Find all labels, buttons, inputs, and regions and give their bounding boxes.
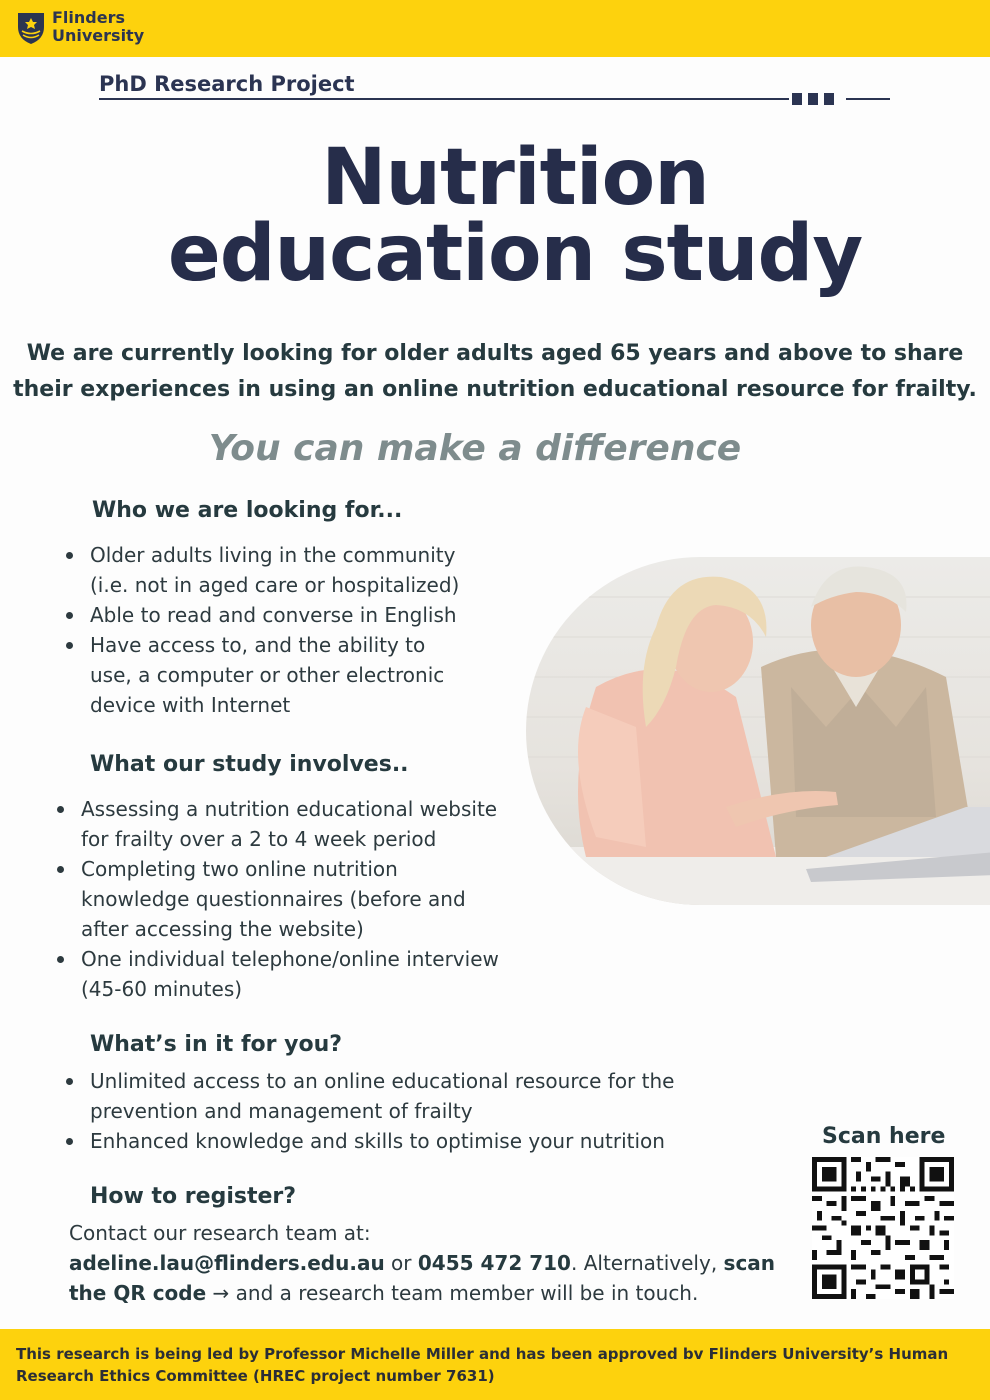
couple-laptop-photo <box>526 557 990 905</box>
footer-text <box>16 1343 976 1387</box>
divider-tail <box>846 98 890 100</box>
register-line1: Contact our research team at: <box>69 1221 371 1245</box>
intro-text <box>0 336 990 408</box>
benefits-list <box>66 1066 786 1156</box>
intro-line2: their experiences in using an online nutrition educational resource for frailty. <box>13 377 977 402</box>
phone-number[interactable]: 0455 472 710 <box>417 1251 571 1275</box>
tagline: You can make a difference <box>208 428 742 469</box>
register-heading: How to register? <box>90 1184 297 1209</box>
who-list <box>66 540 516 720</box>
qr-code[interactable] <box>812 1157 954 1299</box>
project-label: PhD Research Project <box>99 72 355 96</box>
logo-line2: University <box>52 26 145 45</box>
arrow-icon: → <box>206 1281 236 1305</box>
footer-line1: This research is being led by Professor Michelle Miller and has been approved bv Flinders University’s Human <box>16 1345 949 1363</box>
intro-line1: We are currently looking for older adults aged 65 years and above to share <box>26 341 964 366</box>
divider-dashes <box>792 93 840 105</box>
page-title <box>0 133 990 299</box>
list-item: Older adults living in the community (i.e. not in aged care or hospitalized) <box>66 540 516 600</box>
list-item: Unlimited access to an online educational resource for the prevention and management of frailty <box>66 1066 786 1126</box>
benefits-heading: What’s in it for you? <box>90 1032 343 1057</box>
shield-logo-icon <box>16 9 46 45</box>
list-item: One individual telephone/online interview (45-60 minutes) <box>57 944 537 1004</box>
logo-line1: Flinders <box>52 8 126 27</box>
list-item: Enhanced knowledge and skills to optimise your nutrition <box>66 1126 786 1156</box>
email-link[interactable]: adeline.lau@flinders.edu.au <box>69 1251 385 1275</box>
involves-list <box>57 794 537 1004</box>
title-line1: Nutrition <box>321 133 709 223</box>
title-line2: education study <box>167 209 863 299</box>
qr-label: Scan here <box>822 1124 946 1149</box>
list-item: Have access to, and the ability to use, a computer or other electronic device with Internet <box>66 630 516 720</box>
footer-line2: Research Ethics Committee (HREC project number 7631) <box>16 1367 495 1385</box>
register-line2: adeline.lau@flinders.edu.au or 0455 472 710. Alternatively, scan <box>69 1251 776 1275</box>
register-line3: the QR code → and a research team member will be in touch. <box>69 1281 699 1305</box>
flinders-logo <box>16 9 144 45</box>
register-text <box>69 1218 789 1308</box>
list-item: Able to read and converse in English <box>66 600 516 630</box>
photo-illustration <box>526 557 990 905</box>
list-item: Completing two online nutrition knowledge questionnaires (before and after accessing the website) <box>57 854 537 944</box>
involves-heading: What our study involves.. <box>90 752 409 777</box>
list-item: Assessing a nutrition educational website for frailty over a 2 to 4 week period <box>57 794 537 854</box>
who-heading: Who we are looking for... <box>92 498 403 523</box>
divider-line <box>99 98 789 100</box>
header-band <box>0 0 990 57</box>
